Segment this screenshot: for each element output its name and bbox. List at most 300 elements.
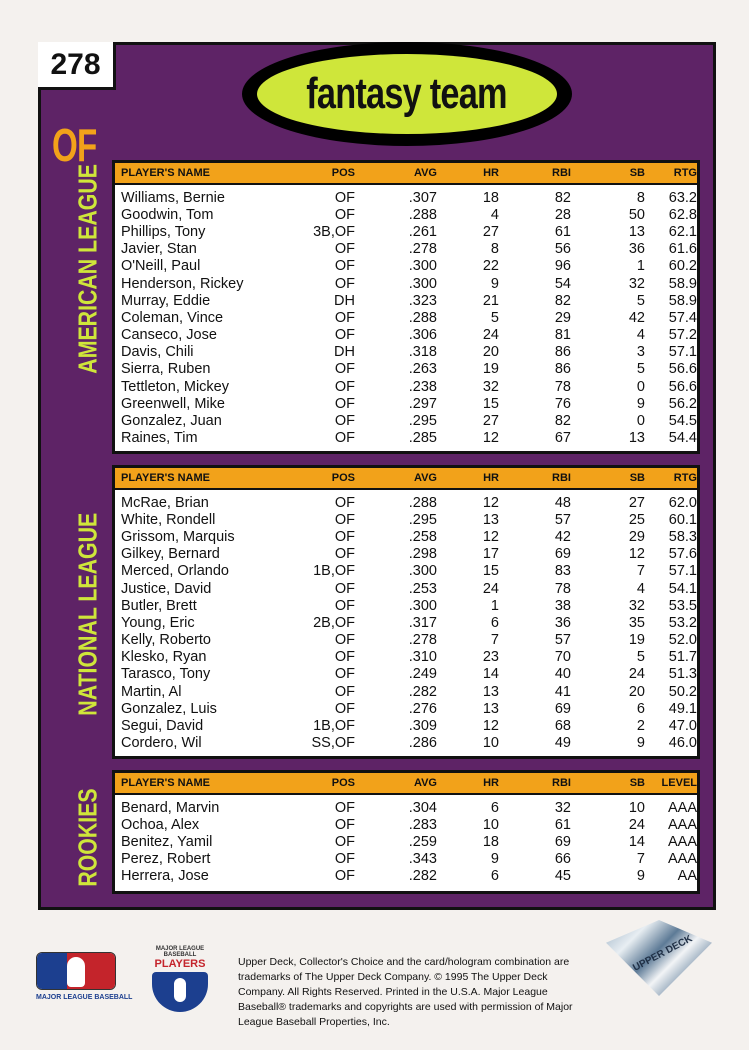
col-rtg: RTG	[673, 472, 697, 484]
player-name: O'Neill, Paul	[121, 258, 201, 275]
player-sb: 13	[628, 223, 645, 240]
player-hr: 19	[482, 361, 499, 378]
player-rbi: 28	[554, 206, 571, 223]
table-row	[115, 816, 697, 833]
player-avg: .295	[408, 511, 437, 528]
player-rtg: 62.1	[668, 223, 697, 240]
player-pos: OF	[334, 833, 355, 850]
player-avg: .300	[408, 597, 437, 614]
player-name: Herrera, Jose	[121, 868, 209, 885]
player-avg: .288	[408, 309, 437, 326]
card-number: 278	[38, 42, 116, 90]
col-level: LEVEL	[661, 777, 697, 789]
player-avg: .276	[408, 700, 437, 717]
american-league-label: AMERICAN LEAGUE	[72, 164, 103, 374]
player-rbi: 45	[554, 868, 571, 885]
player-name: Williams, Bernie	[121, 189, 225, 206]
player-sb: 5	[636, 292, 645, 309]
player-rtg: 51.7	[668, 649, 697, 666]
title-inner	[257, 54, 557, 134]
rookies-label: ROOKIES	[72, 788, 103, 887]
col-avg: AVG	[413, 777, 437, 789]
player-rbi: 49	[554, 735, 571, 752]
player-rbi: 57	[554, 511, 571, 528]
player-hr: 8	[490, 241, 499, 258]
player-hr: 18	[482, 833, 499, 850]
player-pos: OF	[334, 851, 355, 868]
player-hr: 10	[482, 816, 499, 833]
player-pos: 1B,OF	[313, 563, 355, 580]
player-hr: 24	[482, 580, 499, 597]
player-avg: .259	[408, 833, 437, 850]
col-pos: POS	[331, 167, 355, 179]
player-avg: .253	[408, 580, 437, 597]
player-hr: 12	[482, 494, 499, 511]
player-sb: 0	[636, 378, 645, 395]
player-sb: 24	[628, 816, 645, 833]
player-avg: .307	[408, 189, 437, 206]
player-sb: 7	[636, 563, 645, 580]
players-shield-icon	[152, 972, 208, 1012]
player-sb: 50	[628, 206, 645, 223]
player-name: Henderson, Rickey	[121, 275, 244, 292]
player-pos: OF	[334, 494, 355, 511]
player-avg: .283	[408, 816, 437, 833]
player-pos: OF	[334, 430, 355, 447]
player-rbi: 69	[554, 700, 571, 717]
table-row	[115, 717, 697, 734]
player-pos: OF	[334, 799, 355, 816]
table-row	[115, 361, 697, 378]
player-rtg: 58.9	[668, 292, 697, 309]
player-name: White, Rondell	[121, 511, 216, 528]
player-hr: 27	[482, 413, 499, 430]
player-pos: OF	[334, 700, 355, 717]
player-name: Kelly, Roberto	[121, 632, 211, 649]
col-hr: HR	[483, 167, 499, 179]
player-sb: 5	[636, 361, 645, 378]
table-row	[115, 546, 697, 563]
player-rbi: 42	[554, 528, 571, 545]
player-sb: 24	[628, 666, 645, 683]
position-label: OF	[52, 119, 97, 171]
mlb-logo-icon	[36, 952, 116, 990]
player-hr: 14	[482, 666, 499, 683]
player-pos: OF	[334, 413, 355, 430]
player-level: AAA	[667, 833, 697, 850]
player-rtg: 56.6	[668, 361, 697, 378]
player-pos: OF	[334, 327, 355, 344]
player-pos: OF	[334, 258, 355, 275]
player-avg: .278	[408, 241, 437, 258]
table-row	[115, 511, 697, 528]
player-pos: OF	[334, 666, 355, 683]
player-avg: .295	[408, 413, 437, 430]
player-rtg: 57.1	[668, 563, 697, 580]
player-hr: 21	[482, 292, 499, 309]
player-hr: 7	[490, 632, 499, 649]
player-hr: 15	[482, 563, 499, 580]
player-hr: 9	[490, 275, 499, 292]
col-avg: AVG	[413, 472, 437, 484]
table-row	[115, 241, 697, 258]
player-hr: 15	[482, 395, 499, 412]
player-pos: OF	[334, 528, 355, 545]
table-row	[115, 309, 697, 326]
player-rbi: 66	[554, 851, 571, 868]
player-name: Butler, Brett	[121, 597, 197, 614]
player-rtg: 53.2	[668, 614, 697, 631]
player-name: Murray, Eddie	[121, 292, 211, 309]
player-rtg: 54.1	[668, 580, 697, 597]
player-sb: 6	[636, 700, 645, 717]
player-pos: OF	[334, 361, 355, 378]
player-rtg: 57.1	[668, 344, 697, 361]
player-hr: 13	[482, 511, 499, 528]
player-name: Coleman, Vince	[121, 309, 224, 326]
table-row	[115, 528, 697, 545]
player-rtg: 58.3	[668, 528, 697, 545]
player-rtg: 61.6	[668, 241, 697, 258]
player-avg: .282	[408, 683, 437, 700]
player-name: Ochoa, Alex	[121, 816, 200, 833]
col-sb: SB	[629, 777, 645, 789]
player-sb: 9	[636, 868, 645, 885]
player-rbi: 56	[554, 241, 571, 258]
player-avg: .323	[408, 292, 437, 309]
player-rtg: 56.2	[668, 395, 697, 412]
player-rtg: 62.8	[668, 206, 697, 223]
player-rbi: 86	[554, 344, 571, 361]
player-hr: 1	[490, 597, 499, 614]
player-pos: OF	[334, 189, 355, 206]
table-row	[115, 292, 697, 309]
col-name: PLAYER'S NAME	[121, 167, 211, 179]
player-name: McRae, Brian	[121, 494, 209, 511]
player-avg: .343	[408, 851, 437, 868]
national-league-table	[112, 465, 700, 759]
american-league-table	[112, 160, 700, 454]
player-rtg: 57.4	[668, 309, 697, 326]
player-rbi: 41	[554, 683, 571, 700]
player-sb: 7	[636, 851, 645, 868]
player-name: Young, Eric	[121, 614, 195, 631]
player-rbi: 86	[554, 361, 571, 378]
col-hr: HR	[483, 777, 499, 789]
mlb-logo-text: MAJOR LEAGUE BASEBALL	[36, 994, 133, 1001]
player-name: Sierra, Ruben	[121, 361, 211, 378]
player-pos: OF	[334, 206, 355, 223]
players-logo-top-text: MAJOR LEAGUE BASEBALL	[155, 946, 205, 958]
player-pos: OF	[334, 632, 355, 649]
player-sb: 1	[636, 258, 645, 275]
player-rtg: 54.4	[668, 430, 697, 447]
player-hr: 17	[482, 546, 499, 563]
player-rbi: 81	[554, 327, 571, 344]
player-rtg: 57.6	[668, 546, 697, 563]
player-name: Benard, Marvin	[121, 799, 220, 816]
table-row	[115, 378, 697, 395]
player-pos: OF	[334, 309, 355, 326]
player-avg: .297	[408, 395, 437, 412]
player-hr: 20	[482, 344, 499, 361]
player-avg: .306	[408, 327, 437, 344]
player-rbi: 96	[554, 258, 571, 275]
player-rbi: 61	[554, 816, 571, 833]
player-name: Davis, Chili	[121, 344, 194, 361]
player-name: Benitez, Yamil	[121, 833, 213, 850]
player-rbi: 29	[554, 309, 571, 326]
player-avg: .317	[408, 614, 437, 631]
player-hr: 4	[490, 206, 499, 223]
player-pos: OF	[334, 868, 355, 885]
player-avg: .285	[408, 430, 437, 447]
player-avg: .310	[408, 649, 437, 666]
player-sb: 13	[628, 430, 645, 447]
table-row	[115, 868, 697, 885]
player-sb: 29	[628, 528, 645, 545]
player-pos: DH	[334, 344, 355, 361]
player-hr: 18	[482, 189, 499, 206]
player-hr: 23	[482, 649, 499, 666]
player-hr: 32	[482, 378, 499, 395]
player-avg: .300	[408, 563, 437, 580]
player-sb: 25	[628, 511, 645, 528]
player-name: Canseco, Jose	[121, 327, 217, 344]
player-avg: .300	[408, 258, 437, 275]
table-row	[115, 833, 697, 850]
player-name: Raines, Tim	[121, 430, 198, 447]
player-pos: OF	[334, 546, 355, 563]
player-name: Tarasco, Tony	[121, 666, 211, 683]
player-rtg: 53.5	[668, 597, 697, 614]
player-sb: 12	[628, 546, 645, 563]
table-row	[115, 563, 697, 580]
player-avg: .304	[408, 799, 437, 816]
player-rtg: 62.0	[668, 494, 697, 511]
table-header	[115, 163, 697, 185]
player-sb: 32	[628, 275, 645, 292]
player-rbi: 82	[554, 189, 571, 206]
player-name: Segui, David	[121, 718, 204, 735]
rookies-table	[112, 770, 700, 894]
table-row	[115, 494, 697, 511]
col-hr: HR	[483, 472, 499, 484]
player-name: Tettleton, Mickey	[121, 378, 229, 395]
col-sb: SB	[629, 472, 645, 484]
player-hr: 27	[482, 223, 499, 240]
legal-text: Upper Deck, Collector's Choice and the card/hologram combination are trademarks of The Upper Deck Company. © 1995 The Upper Deck Company. All Rights Reserved. Printed in the U.S.A. Major League Baseball® trademarks and copyrights are used with permission of Major League Baseball Properties, Inc.	[238, 956, 573, 1028]
player-rbi: 61	[554, 223, 571, 240]
table-row	[115, 851, 697, 868]
player-rtg: 60.1	[668, 511, 697, 528]
player-rbi: 67	[554, 430, 571, 447]
player-rbi: 38	[554, 597, 571, 614]
table-body	[115, 185, 697, 451]
card-title: fantasy team	[306, 69, 508, 118]
player-name: Gonzalez, Juan	[121, 413, 222, 430]
player-avg: .258	[408, 528, 437, 545]
players-logo-name: PLAYERS	[154, 958, 206, 970]
player-name: Klesko, Ryan	[121, 649, 207, 666]
player-pos: OF	[334, 275, 355, 292]
player-pos: OF	[334, 580, 355, 597]
player-sb: 42	[628, 309, 645, 326]
player-avg: .309	[408, 718, 437, 735]
player-avg: .263	[408, 361, 437, 378]
player-hr: 12	[482, 528, 499, 545]
col-pos: POS	[331, 777, 355, 789]
player-hr: 12	[482, 718, 499, 735]
col-name: PLAYER'S NAME	[121, 472, 211, 484]
player-rtg: 56.6	[668, 378, 697, 395]
player-rbi: 32	[554, 799, 571, 816]
player-rbi: 82	[554, 413, 571, 430]
table-row	[115, 258, 697, 275]
player-rbi: 54	[554, 275, 571, 292]
player-sb: 9	[636, 395, 645, 412]
player-name: Justice, David	[121, 580, 212, 597]
player-sb: 20	[628, 683, 645, 700]
table-row	[115, 735, 697, 752]
col-rbi: RBI	[552, 472, 571, 484]
player-pos: OF	[334, 649, 355, 666]
player-name: Phillips, Tony	[121, 223, 206, 240]
player-hr: 6	[490, 799, 499, 816]
player-pos: OF	[334, 816, 355, 833]
player-rtg: 58.9	[668, 275, 697, 292]
player-avg: .286	[408, 735, 437, 752]
player-avg: .249	[408, 666, 437, 683]
player-sb: 5	[636, 649, 645, 666]
player-name: Merced, Orlando	[121, 563, 229, 580]
player-name: Gonzalez, Luis	[121, 700, 217, 717]
player-rbi: 78	[554, 378, 571, 395]
player-sb: 36	[628, 241, 645, 258]
player-rbi: 69	[554, 546, 571, 563]
table-row	[115, 275, 697, 292]
player-rtg: 46.0	[668, 735, 697, 752]
table-row	[115, 412, 697, 429]
player-sb: 2	[636, 718, 645, 735]
player-hr: 6	[490, 868, 499, 885]
table-row	[115, 189, 697, 206]
player-pos: 3B,OF	[313, 223, 355, 240]
player-rtg: 57.2	[668, 327, 697, 344]
player-avg: .318	[408, 344, 437, 361]
player-avg: .278	[408, 632, 437, 649]
table-row	[115, 344, 697, 361]
table-body	[115, 490, 697, 756]
player-pos: OF	[334, 683, 355, 700]
player-avg: .298	[408, 546, 437, 563]
col-pos: POS	[331, 472, 355, 484]
player-sb: 8	[636, 189, 645, 206]
player-sb: 4	[636, 580, 645, 597]
player-hr: 22	[482, 258, 499, 275]
players-association-logo	[146, 946, 214, 1012]
table-row	[115, 614, 697, 631]
player-hr: 6	[490, 614, 499, 631]
player-name: Goodwin, Tom	[121, 206, 214, 223]
table-row	[115, 666, 697, 683]
table-row	[115, 327, 697, 344]
table-header	[115, 773, 697, 795]
player-name: Gilkey, Bernard	[121, 546, 220, 563]
player-name: Greenwell, Mike	[121, 395, 225, 412]
player-rtg: 49.1	[668, 700, 697, 717]
table-row	[115, 799, 697, 816]
player-name: Perez, Robert	[121, 851, 211, 868]
player-rtg: 52.0	[668, 632, 697, 649]
player-rbi: 70	[554, 649, 571, 666]
table-row	[115, 223, 697, 240]
col-rbi: RBI	[552, 167, 571, 179]
player-hr: 13	[482, 683, 499, 700]
player-pos: OF	[334, 511, 355, 528]
player-pos: DH	[334, 292, 355, 309]
table-row	[115, 430, 697, 447]
player-hr: 12	[482, 430, 499, 447]
player-pos: 1B,OF	[313, 718, 355, 735]
player-rtg: 51.3	[668, 666, 697, 683]
col-sb: SB	[629, 167, 645, 179]
player-sb: 9	[636, 735, 645, 752]
player-avg: .261	[408, 223, 437, 240]
national-league-label: NATIONAL LEAGUE	[72, 512, 103, 716]
col-rtg: RTG	[673, 167, 697, 179]
table-row	[115, 649, 697, 666]
table-body	[115, 795, 697, 891]
col-avg: AVG	[413, 167, 437, 179]
player-hr: 24	[482, 327, 499, 344]
player-rbi: 76	[554, 395, 571, 412]
player-rbi: 68	[554, 718, 571, 735]
player-sb: 4	[636, 327, 645, 344]
player-name: Javier, Stan	[121, 241, 197, 258]
player-rbi: 40	[554, 666, 571, 683]
table-row	[115, 206, 697, 223]
player-sb: 19	[628, 632, 645, 649]
player-avg: .288	[408, 494, 437, 511]
player-rbi: 36	[554, 614, 571, 631]
player-hr: 9	[490, 851, 499, 868]
player-avg: .238	[408, 378, 437, 395]
player-rbi: 82	[554, 292, 571, 309]
player-name: Martin, Al	[121, 683, 182, 700]
player-rbi: 83	[554, 563, 571, 580]
player-pos: OF	[334, 378, 355, 395]
player-rtg: 60.2	[668, 258, 697, 275]
player-name: Cordero, Wil	[121, 735, 202, 752]
player-rbi: 48	[554, 494, 571, 511]
player-pos: OF	[334, 597, 355, 614]
player-rbi: 78	[554, 580, 571, 597]
player-level: AAA	[667, 851, 697, 868]
player-rtg: 54.5	[668, 413, 697, 430]
player-hr: 5	[490, 309, 499, 326]
table-row	[115, 580, 697, 597]
player-sb: 10	[628, 799, 645, 816]
table-row	[115, 395, 697, 412]
player-sb: 14	[628, 833, 645, 850]
hologram-text: UPPER DECK	[631, 933, 695, 974]
player-level: AAA	[667, 816, 697, 833]
player-rtg: 47.0	[668, 718, 697, 735]
player-rtg: 63.2	[668, 189, 697, 206]
player-avg: .288	[408, 206, 437, 223]
player-pos: SS,OF	[311, 735, 355, 752]
